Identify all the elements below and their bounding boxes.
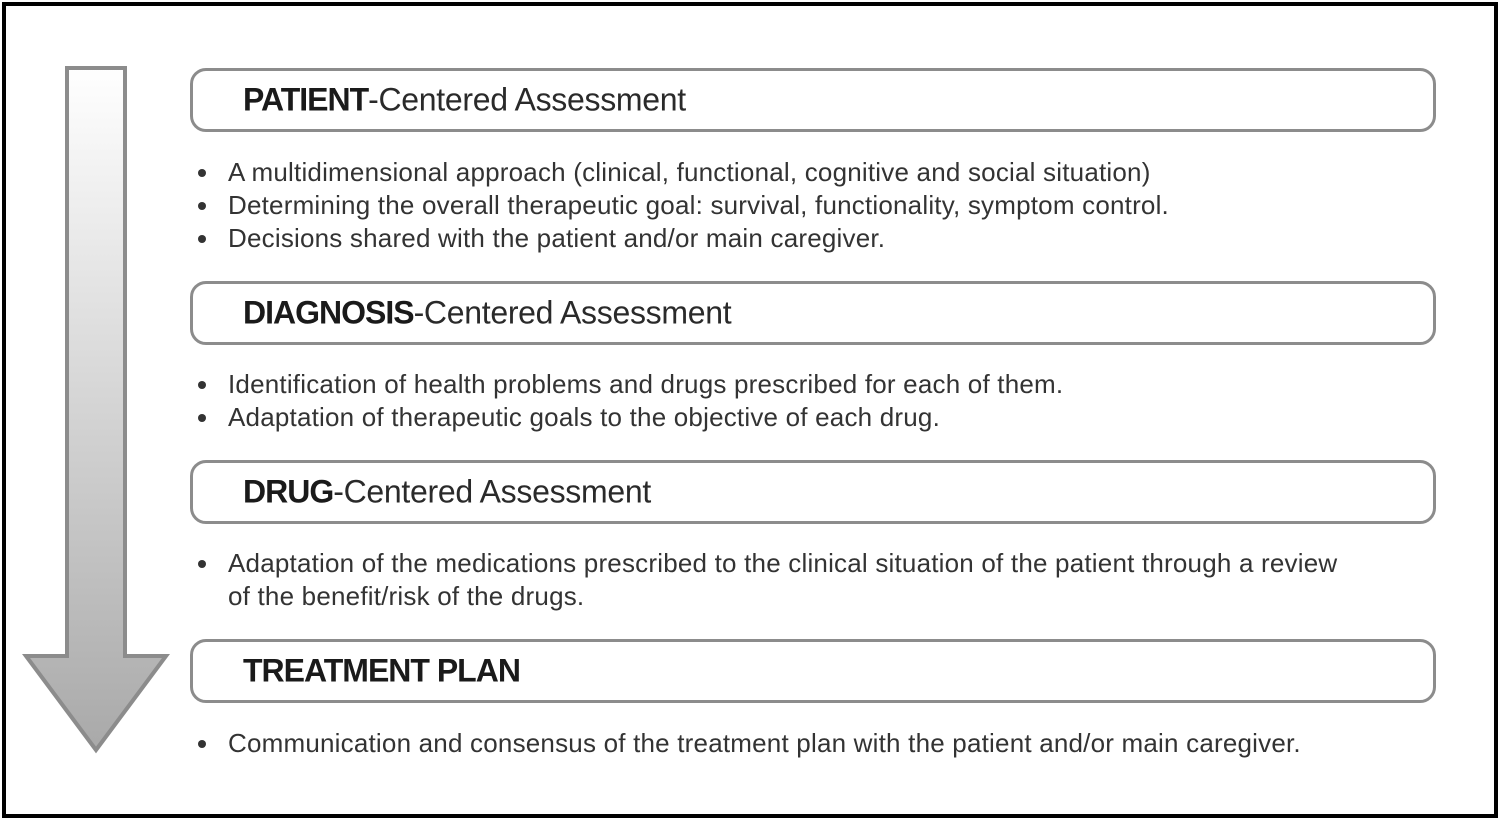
list-item: Adaptation of therapeutic goals to the objective of each drug. bbox=[196, 401, 1396, 434]
stage-treatment-plan-bullets bbox=[196, 727, 1396, 760]
stage-diagnosis-bullets bbox=[196, 368, 1396, 434]
list-item: Communication and consensus of the treatment plan with the patient and/or main caregiver. bbox=[196, 727, 1396, 760]
stage-patient-box bbox=[190, 68, 1436, 132]
flow-arrow-icon bbox=[22, 64, 172, 756]
list-item: Decisions shared with the patient and/or main caregiver. bbox=[196, 222, 1396, 255]
stage-drug-box bbox=[190, 460, 1436, 524]
list-item: Adaptation of the medications prescribed to the clinical situation of the patient through a review of the benefit/risk of the drugs. bbox=[196, 547, 1366, 613]
stage-drug-title: DRUG-Centered Assessment bbox=[243, 473, 651, 510]
stage-patient-bullets bbox=[196, 156, 1396, 255]
list-item: Determining the overall therapeutic goal: survival, functionality, symptom control. bbox=[196, 189, 1396, 222]
list-item: Identification of health problems and drugs prescribed for each of them. bbox=[196, 368, 1396, 401]
stage-treatment-plan-box bbox=[190, 639, 1436, 703]
stage-treatment-plan-title: TREATMENT PLAN bbox=[243, 652, 520, 689]
stage-diagnosis-title: DIAGNOSIS-Centered Assessment bbox=[243, 294, 732, 331]
stage-drug-bullets bbox=[196, 547, 1366, 613]
list-item: A multidimensional approach (clinical, functional, cognitive and social situation) bbox=[196, 156, 1396, 189]
stage-diagnosis-box bbox=[190, 281, 1436, 345]
stage-patient-title: PATIENT-Centered Assessment bbox=[243, 81, 686, 118]
